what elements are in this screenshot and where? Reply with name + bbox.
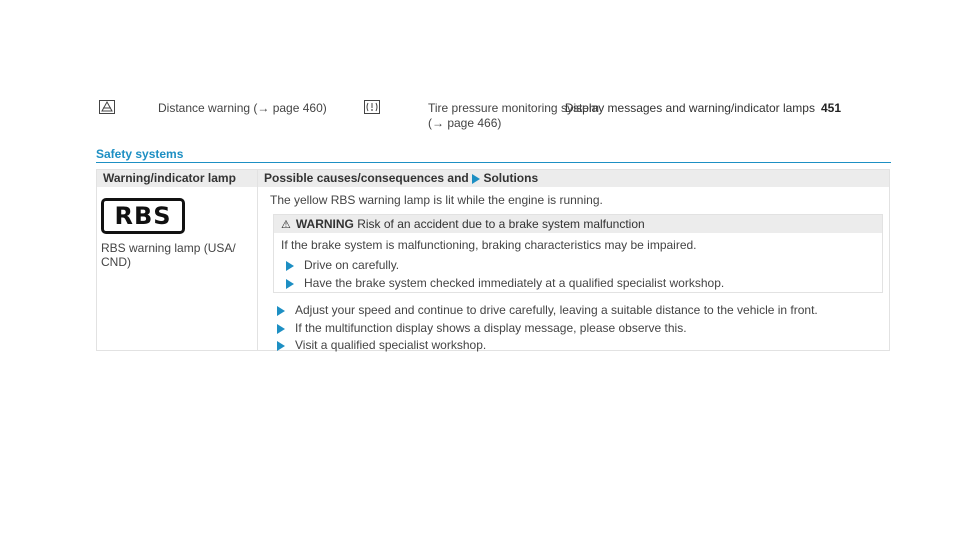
page-number: 451 xyxy=(820,101,841,115)
warning-title: Risk of an accident due to a brake system malfunction xyxy=(357,217,645,231)
col1-header: Warning/indicator lamp xyxy=(97,170,257,187)
solution-step xyxy=(277,303,818,318)
solution-step-text: Visit a qualified specialist workshop. xyxy=(295,338,487,352)
tire-pressure-line1: Tire pressure monitoring system xyxy=(428,101,599,115)
rbs-warning-lamp-icon: RBS xyxy=(101,198,185,234)
column-divider xyxy=(257,170,258,350)
warning-box xyxy=(273,214,883,293)
warning-body: If the brake system is malfunctioning, braking characteristics may be impaired. xyxy=(281,238,697,252)
step-arrow-icon xyxy=(286,261,294,271)
warning-header xyxy=(274,215,882,233)
solution-step-text: If the multifunction display shows a display message, please observe this. xyxy=(295,321,687,335)
solution-step xyxy=(277,321,687,336)
warning-step xyxy=(286,258,399,273)
section-rule xyxy=(96,162,891,163)
step-arrow-icon xyxy=(277,341,285,351)
intro-text: The yellow RBS warning lamp is lit while the engine is running. xyxy=(270,193,603,207)
distance-warning-text: Distance warning (→ page 460) xyxy=(158,101,327,115)
warning-label: WARNING xyxy=(295,217,354,231)
solution-step-text: Adjust your speed and continue to drive carefully, leaving a suitable distance to the vehicle in front. xyxy=(295,303,818,317)
solution-step xyxy=(277,338,486,353)
tire-pressure-icon xyxy=(364,100,380,117)
step-arrow-icon xyxy=(286,279,294,289)
solutions-arrow-icon xyxy=(472,174,480,184)
warning-triangle-icon: ⚠ xyxy=(281,219,291,231)
col2-header-suffix: Solutions xyxy=(483,171,539,185)
warning-step xyxy=(286,276,724,291)
lamp-label: RBS warning lamp (USA/ CND) xyxy=(101,241,236,269)
safety-table xyxy=(96,169,890,351)
section-title: Safety systems xyxy=(96,147,184,161)
tire-pressure-line2: (→ page 466) xyxy=(428,116,502,130)
tire-pressure-text xyxy=(428,101,599,131)
page-header xyxy=(565,101,841,115)
header-title: Display messages and warning/indicator lamps xyxy=(564,101,815,115)
distance-warning-icon xyxy=(99,100,115,117)
col2-header-text: Possible causes/consequences and xyxy=(264,171,469,185)
col2-header xyxy=(258,170,889,187)
step-arrow-icon xyxy=(277,324,285,334)
warning-step-text: Drive on carefully. xyxy=(304,258,400,272)
step-arrow-icon xyxy=(277,306,285,316)
warning-step-text: Have the brake system checked immediately at a qualified specialist workshop. xyxy=(304,276,725,290)
